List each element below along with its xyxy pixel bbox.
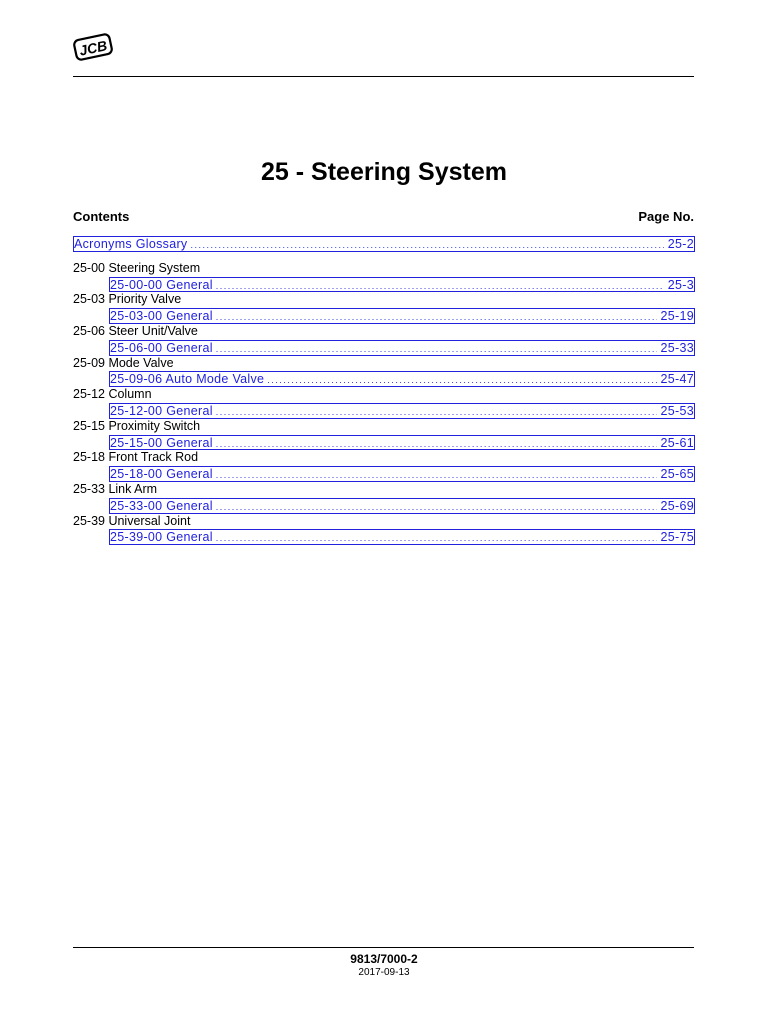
toc-link-page: 25-61: [660, 435, 694, 450]
toc-link[interactable]: [109, 403, 695, 419]
toc-link-label: 25-03-00 General: [110, 309, 213, 324]
section-heading: 25-33 Link Arm: [73, 481, 158, 496]
toc-link-page: 25-75: [660, 530, 694, 545]
page-number-label: Page No.: [638, 209, 694, 224]
leader-dots: [190, 238, 663, 252]
toc-link[interactable]: [109, 371, 695, 387]
toc-link-page: 25-33: [660, 340, 694, 355]
toc-link[interactable]: [109, 308, 695, 324]
leader-dots: [216, 405, 657, 419]
toc-link-page: 25-2: [667, 237, 694, 251]
leader-dots: [216, 468, 657, 482]
section-heading: 25-39 Universal Joint: [73, 513, 191, 528]
toc-link-page: 25-65: [660, 467, 694, 482]
toc-link-label: 25-39-00 General: [110, 530, 213, 545]
toc-link-label: 25-18-00 General: [110, 467, 213, 482]
leader-dots: [216, 500, 657, 514]
toc-link-label: 25-00-00 General: [110, 277, 213, 292]
toc-link-label: Acronyms Glossary: [74, 237, 188, 251]
toc-link-label: 25-12-00 General: [110, 403, 213, 418]
header-rule: [73, 76, 694, 77]
section-heading: 25-00 Steering System: [73, 260, 201, 275]
leader-dots: [216, 279, 664, 293]
table-of-contents: [73, 236, 695, 545]
toc-link-page: 25-19: [660, 309, 694, 324]
toc-link-label: 25-15-00 General: [110, 435, 213, 450]
page-title: 25 - Steering System: [261, 158, 507, 186]
section-heading: 25-12 Column: [73, 387, 152, 402]
toc-link[interactable]: [109, 435, 695, 451]
toc-link-label: 25-09-06 Auto Mode Valve: [110, 372, 265, 387]
document-date: 2017-09-13: [358, 967, 410, 978]
jcb-logo: [73, 31, 113, 64]
section-heading: 25-15 Proximity Switch: [73, 418, 201, 433]
toc-link[interactable]: [109, 498, 695, 514]
toc-link[interactable]: [109, 529, 695, 545]
footer-rule: [73, 947, 694, 948]
leader-dots: [267, 373, 656, 387]
leader-dots: [216, 310, 657, 324]
toc-link-label: 25-33-00 General: [110, 498, 213, 513]
toc-link[interactable]: [109, 466, 695, 482]
toc-link-label: 25-06-00 General: [110, 340, 213, 355]
toc-link[interactable]: [109, 277, 695, 293]
toc-link-page: 25-53: [660, 403, 694, 418]
leader-dots: [216, 531, 657, 545]
section-heading: 25-18 Front Track Rod: [73, 450, 199, 465]
section-heading: 25-09 Mode Valve: [73, 355, 174, 370]
document-number: 9813/7000-2: [350, 952, 418, 966]
toc-link-page: 25-3: [667, 277, 694, 292]
logo-text: JCB: [77, 37, 109, 59]
section-heading: 25-03 Priority Valve: [73, 292, 182, 307]
leader-dots: [216, 342, 657, 356]
leader-dots: [216, 437, 657, 451]
toc-link-page: 25-69: [660, 498, 694, 513]
toc-link[interactable]: [109, 340, 695, 356]
contents-label: Contents: [73, 209, 130, 224]
toc-link-page: 25-47: [660, 372, 694, 387]
section-heading: 25-06 Steer Unit/Valve: [73, 323, 198, 338]
toc-link-acronyms-glossary[interactable]: [73, 236, 695, 252]
